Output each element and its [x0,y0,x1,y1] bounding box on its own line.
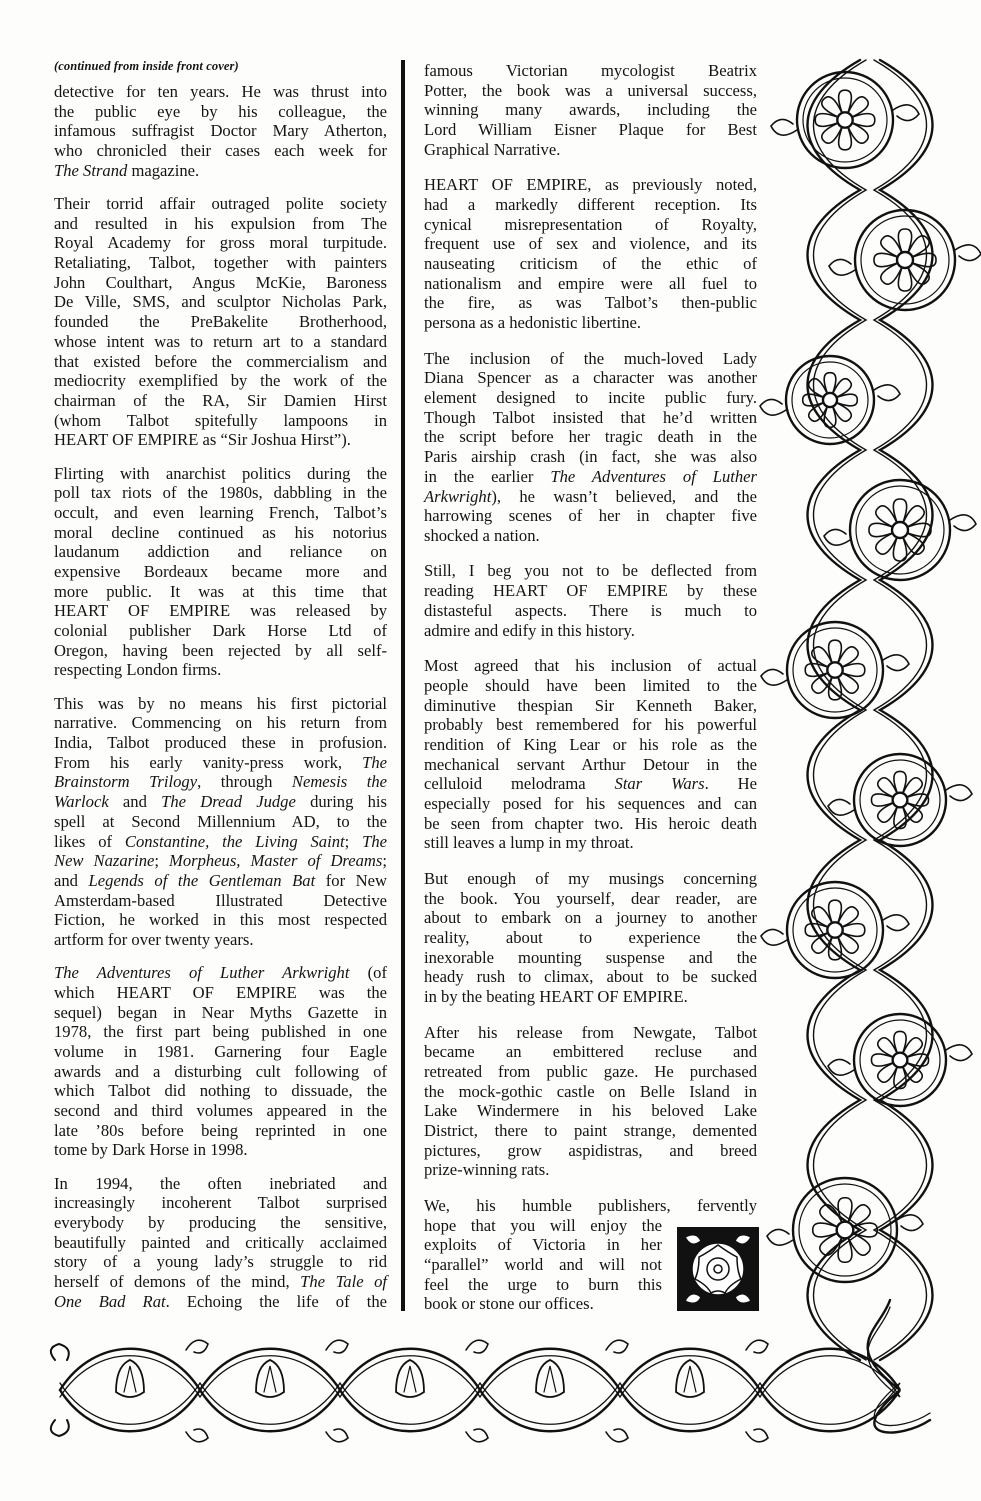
text-line: that existed before the commercialism and [54,351,387,371]
italic-title: New Nazarine [54,851,155,871]
text-line: book or stone our offices. [424,1294,594,1314]
text-line: more public. It was at this time that [54,581,387,601]
text-run: celluloid melodrama [424,774,615,794]
continued-note: (continued from inside front cover) [54,59,239,73]
leaf-curl [326,1429,348,1442]
text-line: probably best remembered for his powerful [424,715,757,735]
text-line: and resulted in his expulsion from The [54,213,387,233]
text-line: beautifully painted and critically acclaimed [54,1232,387,1252]
text-line: which Talbot did nothing to dissuade, the [54,1081,387,1101]
flower-center [893,793,908,808]
text-run: ), he wasn’t believed, and the [491,486,757,506]
text-line: moral decline continued as his notorius [54,522,387,542]
italic-title: The Strand [54,160,128,180]
flower-center [897,252,913,268]
text-line: Most agreed that his inclusion of actual [424,656,757,676]
text-line: rendition of King Lear or his role as the [424,734,757,754]
text-run: From his early vanity-press work, [54,752,363,772]
text-line: everybody by producing the sensitive, [54,1213,387,1233]
flower-center [827,922,842,937]
text-line: Oregon, having been rejected by all self- [54,640,387,660]
leaf-curl [893,105,919,121]
italic-title: Nemesis the [291,772,387,792]
flower-center [837,112,852,127]
text-line: tome by Dark Horse in 1998. [54,1140,248,1160]
italic-title: Brainstorm Trilogy [54,772,198,792]
text-line: late ’80s before being reprinted in one [54,1120,387,1140]
text-line: detective for ten years. He was thrust into [54,82,387,101]
text-line: became an embittered recluse and [424,1042,757,1062]
italic-title: Legends of the Gentleman Bat [88,870,316,890]
flower-center [827,662,842,677]
text-run: ; [382,851,387,871]
text-line: Their torrid affair outraged polite society [54,194,387,214]
text-line: the public eye by his colleague, the [54,101,387,121]
flower-center [837,1222,854,1239]
italic-title: Morpheus, Master of Dreams [169,851,383,871]
leaf-curl [829,259,855,275]
text-line: whose intent was to return art to a standard [54,331,387,351]
text-line: After his release from Newgate, Talbot [424,1022,757,1042]
leaf-curl [186,1340,208,1353]
text-line: second and third volumes appeared in the [54,1101,387,1121]
text-line: distasteful aspects. There is much to [424,600,757,620]
text-run: ; [344,831,363,851]
italic-title: Constantine, the Living Saint [124,831,345,851]
leaf-curl [746,1429,768,1442]
italic-title: Arkwright [424,486,492,506]
text-line: HEART OF EMPIRE, as previously noted, [424,175,757,195]
lotus-flower [396,1360,424,1397]
text-line: reality, about to experience the [424,927,757,947]
text-line: cynical misrepresentation of Royalty, [424,214,757,234]
lotus-petal [124,1366,136,1392]
text-line: retreated from public gaze. He purchased [424,1061,757,1081]
text-line: exploits of Victoria in her [424,1235,662,1255]
text-line: hope that you will enjoy the [424,1215,662,1235]
text-line: respecting London firms. [54,660,222,680]
text-run: magazine. [127,160,200,180]
text-line: prize-winning rats. [424,1160,550,1180]
text-line: founded the PreBakelite Brotherhood, [54,312,387,332]
text-line: We, his humble publishers, fervently [424,1195,757,1215]
leaf-curl [883,915,909,931]
lotus-flower [116,1360,144,1397]
vine-stem [60,1300,900,1390]
text-line: Diana Spencer as a character was another [424,368,757,388]
text-line: admire and edify in this history. [424,620,635,640]
flower-center [892,522,908,538]
vine-stem [808,60,861,1360]
text-line: awards and a disturbing cult following of [54,1061,387,1081]
text-line: reading HEART OF EMPIRE by these [424,581,757,601]
text-line: HEART OF EMPIRE was released by [54,601,387,621]
text-line: be seen from chapter two. His heroic death [424,813,757,833]
text-line: inexorable mounting suspense and the [424,947,757,967]
text-line: pictures, grow aspidistras, and breed [424,1140,757,1160]
text-line: shocked a nation. [424,525,540,545]
text-run: and [108,792,162,812]
text-line: The inclusion of the much-loved Lady [424,348,757,368]
text-run: herself of demons of the mind, [54,1272,301,1292]
italic-title: Warlock [54,792,109,812]
text-line: But enough of my musings concerning [424,868,757,888]
text-line: This was by no means his first pictorial [54,693,387,713]
text-line: Flirting with anarchist politics during the [54,463,387,483]
text-line: colonial publisher Dark Horse Ltd of [54,621,387,641]
text-run: ; [154,851,170,871]
text-line: India, Talbot produced these in profusion. [54,733,387,753]
text-line: Lord William Eisner Plaque for Best [424,120,757,140]
leaf-curl [946,785,972,801]
leaf-curl [761,929,787,945]
text-line: harrowing scenes of her in chapter five [424,506,757,526]
lotus-petal [544,1366,556,1392]
leaf-curl [828,799,854,815]
text-run: . Echoing the life of the [165,1291,387,1311]
text-line: Fiction, he worked in this most respected [54,910,387,930]
text-line: the book. You yourself, dear reader, are [424,888,757,908]
italic-title: The Adventures of Luther Arkwright [54,963,350,983]
text-line: Retaliating, Talbot, together with painters [54,253,387,273]
text-line: frequent use of sex and violence, and its [424,234,757,254]
leaf-curl [828,1059,854,1075]
leaf-curl [950,515,976,531]
text-line: (whom Talbot spitefully lampoons in [54,410,387,430]
text-line: 1978, the first part being published in one [54,1022,387,1042]
text-run: in the earlier [424,466,551,486]
text-line: Potter, the book was a universal success, [424,80,757,100]
text-line: Amsterdam-based Illustrated Detective [54,890,387,910]
text-run: . He [704,774,757,794]
text-line: occult, and even learning French, Talbot’s [54,502,387,522]
flower-center [893,1053,908,1068]
flower-center [823,393,837,407]
text-line: artform for over twenty years. [54,929,254,949]
leaf-curl [771,119,797,135]
text-line: winning many awards, including the [424,100,757,120]
text-run: during his [295,792,387,812]
leaf-curl [466,1340,488,1353]
text-line: Still, I beg you not to be deflected from [424,561,757,581]
leaf-curl [466,1429,488,1442]
text-line: the script before her tragic death in the [424,427,757,447]
leaf-curl [326,1340,348,1353]
text-run: (of [349,963,387,983]
leaf-curl [946,1045,972,1061]
lotus-petal [404,1366,416,1392]
lotus-petal [264,1366,276,1392]
text-line: heady rush to climax, about to be sucked [424,967,757,987]
text-line: in by the beating HEART OF EMPIRE. [424,987,688,1007]
italic-title: The [362,752,387,772]
leaf-curl [767,1229,793,1245]
leaf-curl [606,1429,628,1442]
text-line: Though Talbot insisted that he’d written [424,407,757,427]
text-line: especially posed for his sequences and can [424,793,757,813]
leaf-curl [883,655,909,671]
text-line: volume in 1981. Garnering four Eagle [54,1042,387,1061]
text-line: Graphical Narrative. [424,139,561,159]
text-line: narrative. Commencing on his return from [54,713,387,733]
lotus-flower [676,1360,704,1397]
text-line: Lake Windermere in his beloved Lake [424,1101,757,1121]
text-line: about to embark on a journey to another [424,908,757,928]
text-line: “parallel” world and will not [424,1255,662,1275]
leaf-curl [897,1215,923,1231]
text-run: for New [315,870,388,890]
text-run: and [54,870,89,890]
text-line: element designed to incite public fury. [424,388,757,408]
text-line: nauseating criticism of the ethic of [424,254,757,274]
text-line: had a markedly different reception. Its [424,195,757,215]
italic-title: The Dread Judge [161,792,296,812]
leaf-curl [760,399,786,415]
text-line: District, there to paint strange, demented [424,1121,757,1141]
text-line: laudanum addiction and reliance on [54,542,387,562]
text-run: , through [197,772,292,792]
lotus-petal [684,1366,696,1392]
text-line: In 1994, the often inebriated and [54,1173,387,1193]
italic-title: The [362,831,387,851]
leaf-curl [746,1340,768,1353]
text-line: increasingly incoherent Talbot surprised [54,1193,387,1213]
leaf-curl [955,245,981,261]
text-line: the fire, as was Talbot’s then-public [424,293,757,313]
leaf-curl [606,1340,628,1353]
text-line: John Coulthart, Angus McKie, Baroness [54,272,387,292]
text-line: HEART OF EMPIRE as “Sir Joshua Hirst”). [54,430,351,450]
italic-title: The Adventures of Luther [550,466,758,486]
text-line: people should have been limited to the [424,675,757,695]
text-line: famous Victorian mycologist Beatrix [424,61,757,80]
text-line: which HEART OF EMPIRE was the [54,982,387,1002]
text-line: sequel) began in Near Myths Gazette in [54,1002,387,1022]
leaf-curl [824,529,850,545]
text-line: diminutive thespian Sir Kenneth Baker, [424,695,757,715]
italic-title: Star Wars [614,774,705,794]
text-line: still leaves a lump in my throat. [424,833,634,853]
text-line: Royal Academy for gross moral turpitude. [54,233,387,253]
text-line: expensive Bordeaux became more and [54,562,387,581]
text-line: persona as a hedonistic libertine. [424,313,642,333]
text-line: De Ville, SMS, and sculptor Nicholas Park, [54,292,387,312]
text-line: Paris airship crash (in fact, she was also [424,447,757,467]
text-line: feel the urge to burn this [424,1274,662,1294]
text-line: poll tax riots of the 1980s, dabbling in the [54,483,387,503]
text-line: spell at Second Millennium AD, to the [54,811,387,831]
text-line: chairman of the RA, Sir Damien Hirst [54,390,387,410]
leaf-curl [874,385,900,401]
lotus-flower [256,1360,284,1397]
leaf-curl [761,669,787,685]
text-line: story of a young lady’s struggle to rid [54,1252,387,1272]
text-line: mediocrity exemplified by the work of the [54,371,387,391]
text-line: who chronicled their cases each week for [54,141,387,161]
text-line: the mock-gothic castle on Belle Island in [424,1081,757,1101]
text-run: likes of [54,831,125,851]
lotus-flower [536,1360,564,1397]
text-line: nationalism and empire were all fuel to [424,273,757,293]
text-line: mechanical servant Arthur Detour in the [424,754,757,774]
leaf-curl [186,1429,208,1442]
italic-title: One Bad Rat [54,1291,166,1311]
italic-title: The Tale of [300,1272,387,1292]
text-line: infamous suffragist Doctor Mary Atherton, [54,121,387,141]
